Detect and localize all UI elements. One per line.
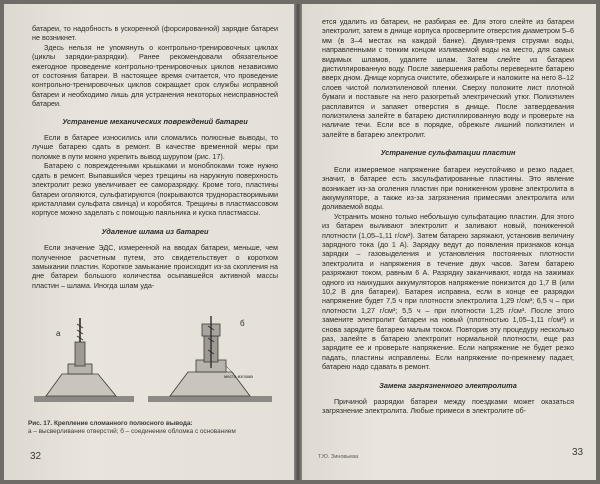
right-page bbox=[302, 4, 596, 480]
left-paragraph-2: Здесь нельзя не упомянуть о контрольно-тренировочных циклах (циклы зарядки-разрядки). Ранее рекомендовали обязательное ежегодное проведение контрольно-тренировочных циклов независимо от состояния батареи. В настоящее время считается, что проведение контрольно-тренировочных циклов сокращает срок службы исправной батареи и необходимо лишь для устранения некоторых неисправностей батареи. bbox=[32, 42, 278, 109]
right-paragraph-3: Устранить можно только небольшую сульфатацию пластин. Для этого из батареи выливают электролит и заливают новый, пониженной плотности (1,05–1,11 г/см³). Затем батарею заряжают, установив величину зарядного тока (до 1 А). Зарядку ведут до появления признаков конца зарядки – газовыделения и установления постоянных плотности электролита и напряжения в течение двух часов. Затем батарею разряжают током, равным 6 А. Разрядку заканчивают, когда на зажимах одного из наихудших аккумуляторов напряжение понизится до 1,7 В (или 10,2 В для батареи). Батарея исправна, если в конце ее разрядки напряжение будет 7,5 ч при плотности электролита 1,29 г/см³; 6,5 ч – при плотности 1,27 г/см³; 5,5 ч – при плотности 1,25 г/см³. После этого замените электролит батареи на новый (плотностью 1,05–1,11 г/см³) и снова зарядите батарею малым током. Повторив эту процедуру несколько раз, залейте в батарею электролит нормальной плотности, еще раз зарядите ее и проверьте напряжение. Если напряжение не будет резко падать, пластины исправлены. Если напряжение по-прежнему падает, батарею надо сдавать в ремонт. bbox=[322, 211, 574, 372]
book-gutter bbox=[294, 4, 302, 480]
figure-17-caption bbox=[28, 420, 278, 436]
figure-label-a: а bbox=[56, 329, 61, 338]
left-heading-sludge: Удаление шлама из батареи bbox=[101, 226, 209, 236]
right-heading-electrolyte: Замена загрязненного электролита bbox=[379, 380, 517, 390]
page-number-right: 33 bbox=[572, 447, 584, 458]
right-paragraph-4: Причиной разрядки батареи между поездками может оказаться загрязнение электролита. Любые примеси в электролите об- bbox=[322, 397, 574, 416]
left-paragraph-5: Если значение ЭДС, измеренной на вводах батареи, меньше, чем полученное расчетным путем, это свидетельствует о коротком замыкании пластин. Короткое замыкание происходит из-за скопления на дне батареи большого количества осыпавшейся активной массы пластин – шлама. Иногда шлам уда- bbox=[32, 243, 278, 290]
right-paragraph-2: Если измеряемое напряжение батареи неустойчиво и резко падает, значит, в батарее есть засульфатированные пластины. Это явление возникает из-за оголения пластин при пониженном уровне электролита в аккумуляторе, а также из-за загрязнения примесями электролита или доливаемой воды. bbox=[322, 164, 574, 212]
figure-label-fracture: место излома bbox=[224, 374, 253, 379]
figure-label-b: б bbox=[240, 319, 245, 328]
figure-part-b bbox=[148, 316, 272, 402]
left-paragraph-1: батареи, то надобность в ускоренной (форсированной) зарядке батареи не возникнет. bbox=[32, 24, 278, 43]
figure-17-terminal-repair bbox=[28, 316, 278, 412]
left-page bbox=[4, 4, 294, 480]
footer-author: Т.Ю. Зиновьева bbox=[318, 454, 359, 460]
figure-part-a bbox=[34, 318, 134, 402]
left-paragraph-3: Если в батарее износились или сломались полюсные выводы, то лучше батарею сдать в ремонт. В качестве временной меры при поломке в пути можно укрепить вывод шурупом (рис. 17). bbox=[32, 133, 278, 161]
caption-text: а – высверливание отверстий; б – соединение обломка с основанием bbox=[28, 428, 236, 435]
page-number-left: 32 bbox=[30, 451, 42, 462]
right-page-text bbox=[322, 17, 574, 416]
left-paragraph-4: Батарею с поврежденными крышками и моноблоками тоже нужно сдать в ремонт. Выпавшийся через трещины на наружную поверхность электролит резко увеличивает ее саморазрядку. Кроме того, пластины батареи оголяются, сульфатируются (покрываются труднорастворимыми кристаллами сульфата свинца) и коробятся. Трещины в пластмассовом корпусе можно заделать с помощью паяльника и куска пластмассы. bbox=[32, 161, 278, 218]
left-heading-mechanical: Устранение механических повреждений батареи bbox=[62, 116, 248, 126]
left-page-text bbox=[32, 24, 278, 290]
right-heading-sulfation: Устранение сульфатации пластин bbox=[380, 148, 516, 158]
right-paragraph-1: ется удалить из батареи, не разбирая ее. Для этого слейте из батареи электролит, затем в днище корпуса просверлите отверстия диаметром 5–6 мм (в 3–4 местах на каждой банке). Двумя-тремя струями воды, направленными с тонким концом изливаемой воды на место, для самых видимых шламов, удалите шлам. Затем слейте из батареи дистиллированную воду. После завершения работы переверните батарею вверх дном. Днище корпуса очистите, обезжирьте и наложите на него 8–12 слоев чистой полиэтиленовой пленки. Сверху положите лист плотной бумаги и поставьте на него разогретый электрический утюг. Полиэтилен расплавится и запаяет отверстия в днище. После затвердевания полиэтилена залейте в батарею дистиллированную воду и проверьте на наличие течи. Если все в порядке, обрежьте лишний полиэтилен и залейте в батарею электролит. bbox=[322, 17, 574, 139]
caption-title: Рис. 17. Крепление сломанного полюсного вывода: bbox=[28, 420, 193, 427]
